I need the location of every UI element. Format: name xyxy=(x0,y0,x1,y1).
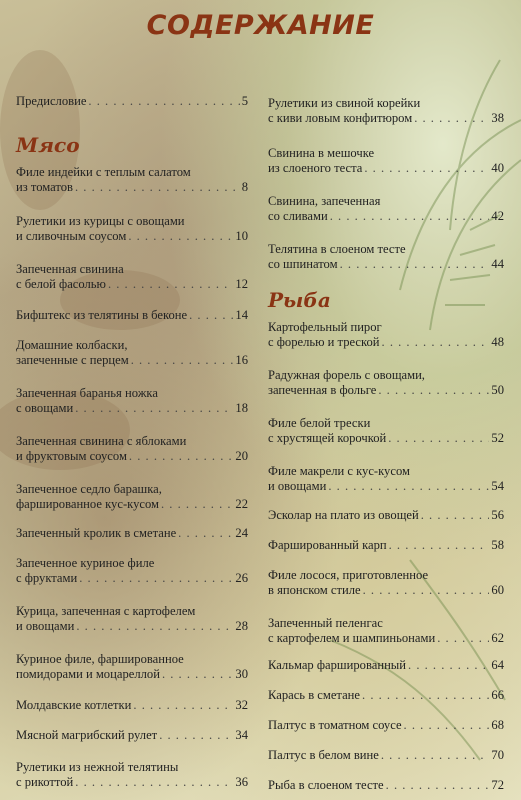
page-number: 48 xyxy=(491,335,504,349)
toc-entry xyxy=(268,568,504,598)
leader-dots xyxy=(75,180,240,195)
toc-entry xyxy=(16,604,248,634)
toc-entry xyxy=(16,652,248,682)
toc-entry xyxy=(268,416,504,446)
entry-title-line: с хрустящей корочкой xyxy=(268,431,387,445)
toc-entry xyxy=(16,262,248,292)
entry-title-line: Бифштекс из телятины в беконе xyxy=(16,308,188,322)
leader-dots xyxy=(386,778,490,793)
toc-entry xyxy=(16,434,248,464)
toc-entry xyxy=(268,616,504,646)
page-number: 64 xyxy=(491,658,504,672)
toc-entry xyxy=(268,368,504,398)
page-number: 24 xyxy=(235,526,248,540)
page-number: 34 xyxy=(235,728,248,742)
entry-title-line: запеченные с перцем xyxy=(16,353,129,367)
entry-title-line: и овощами xyxy=(268,479,327,493)
entry-title-line: Радужная форель с овощами, xyxy=(268,368,425,382)
leader-dots xyxy=(189,308,233,323)
leader-dots xyxy=(389,538,490,553)
page-number: 66 xyxy=(491,688,504,702)
entry-title-line: Филе индейки с теплым салатом xyxy=(16,165,191,179)
leader-dots xyxy=(388,431,489,446)
entry-title-line: Запеченное седло барашка, xyxy=(16,482,162,496)
entry-title-line: Куриное филе, фаршированное xyxy=(16,652,184,666)
entry-title-line: Рулетики из свиной корейки xyxy=(268,96,421,110)
entry-title-line: с овощами xyxy=(16,401,74,415)
leader-dots xyxy=(178,526,233,541)
page-number: 22 xyxy=(235,497,248,511)
toc-entry xyxy=(16,308,248,323)
toc-entry xyxy=(268,96,504,126)
toc-entry xyxy=(16,556,248,586)
leader-dots xyxy=(382,335,490,350)
section-title-fish: Рыба xyxy=(268,288,331,312)
leader-dots xyxy=(75,775,233,790)
entry-title-line: Запеченная баранья ножка xyxy=(16,386,158,400)
page-number: 50 xyxy=(491,383,504,397)
page-number: 56 xyxy=(491,508,504,522)
toc-entry xyxy=(16,526,248,541)
entry-title-line: и сливочным соусом xyxy=(16,229,127,243)
toc-entry xyxy=(16,386,248,416)
entry-title-line: с картофелем и шампиньонами xyxy=(268,631,436,645)
page-number: 30 xyxy=(235,667,248,681)
leader-dots xyxy=(421,508,490,523)
entry-title-line: фаршированное кус-кусом xyxy=(16,497,159,511)
entry-title-line: Свинина, запеченная xyxy=(268,194,381,208)
toc-entry xyxy=(16,165,248,195)
page-number: 20 xyxy=(235,449,248,463)
entry-title-line: из слоеного теста xyxy=(268,161,363,175)
leader-dots xyxy=(330,209,490,224)
page-number: 72 xyxy=(491,778,504,792)
entry-title-line: с киви ловым конфитюром xyxy=(268,111,413,125)
entry-title-line: Рыба в слоеном тесте xyxy=(268,778,384,792)
leader-dots xyxy=(364,161,489,176)
entry-title-line: с рикоттой xyxy=(16,775,74,789)
toc-entry xyxy=(268,748,504,763)
entry-title-line: Палтус в томатном соусе xyxy=(268,718,402,732)
entry-title-line: Рулетики из нежной телятины xyxy=(16,760,179,774)
entry-title-line: Картофельный пирог xyxy=(268,320,382,334)
leader-dots xyxy=(79,571,233,586)
entry-title-line: Филе макрели с кус-кусом xyxy=(268,464,410,478)
page-number: 14 xyxy=(235,308,248,322)
entry-title-line: Запеченный пеленгас xyxy=(268,616,383,630)
entry-title-line: Запеченная свинина xyxy=(16,262,124,276)
entry-title-line: помидорами и моцареллой xyxy=(16,667,160,681)
entry-title-line: Филе белой трески xyxy=(268,416,371,430)
page-number: 68 xyxy=(491,718,504,732)
page-number: 60 xyxy=(491,583,504,597)
entry-title-line: из томатов xyxy=(16,180,73,194)
entry-title-line: Домашние колбаски, xyxy=(16,338,128,352)
entry-title-line: с белой фасолью xyxy=(16,277,106,291)
leader-dots xyxy=(76,619,233,634)
toc-entry xyxy=(268,658,504,673)
page-number: 62 xyxy=(491,631,504,645)
page-number: 18 xyxy=(235,401,248,415)
entry-title-line: Свинина в мешочке xyxy=(268,146,375,160)
page-number: 12 xyxy=(235,277,248,291)
leader-dots xyxy=(88,94,239,109)
leader-dots xyxy=(362,688,489,703)
page-number: 5 xyxy=(241,94,248,108)
leader-dots xyxy=(363,583,490,598)
leader-dots xyxy=(131,353,234,368)
leader-dots xyxy=(328,479,489,494)
entry-title-line: Запеченный кролик в сметане xyxy=(16,526,177,540)
page-number: 36 xyxy=(235,775,248,789)
toc-entry xyxy=(16,338,248,368)
entry-title-line: Карась в сметане xyxy=(268,688,361,702)
page-number: 38 xyxy=(491,111,504,125)
page-number: 8 xyxy=(241,180,248,194)
entry-title-line: Рулетики из курицы с овощами xyxy=(16,214,185,228)
leader-dots xyxy=(133,698,233,713)
entry-title-line: Эсколар на плато из овощей xyxy=(268,508,419,522)
toc-entry xyxy=(268,464,504,494)
page-number: 32 xyxy=(235,698,248,712)
entry-title-line: Запеченное куриное филе xyxy=(16,556,155,570)
page-title: СОДЕРЖАНИЕ xyxy=(146,10,375,41)
toc-entry xyxy=(16,728,248,743)
toc-entry xyxy=(268,508,504,523)
entry-title-line: Телятина в слоеном тесте xyxy=(268,242,406,256)
toc-entry xyxy=(268,242,504,272)
toc-entry xyxy=(16,482,248,512)
toc-entry xyxy=(268,718,504,733)
entry-title-line: со шпинатом xyxy=(268,257,338,271)
toc-entry xyxy=(268,538,504,553)
page-number: 40 xyxy=(491,161,504,175)
page-number: 52 xyxy=(491,431,504,445)
entry-title-line: Запеченная свинина с яблоками xyxy=(16,434,187,448)
toc-entry xyxy=(268,194,504,224)
page-number: 16 xyxy=(235,353,248,367)
section-title-meat: Мясо xyxy=(16,133,80,157)
entry-title-line: запеченная в фольге xyxy=(268,383,377,397)
toc-entry-preface: Предисловие . . . 5 xyxy=(16,94,248,109)
entry-title-line: в японском стиле xyxy=(268,583,361,597)
toc-entry xyxy=(16,698,248,713)
entry-title-line: Молдавские котлетки xyxy=(16,698,132,712)
page-number: 70 xyxy=(491,748,504,762)
entry-title-line: Кальмар фаршированный xyxy=(268,658,407,672)
leader-dots xyxy=(381,748,490,763)
entry-title-line: с форелью и треской xyxy=(268,335,380,349)
page-number: 58 xyxy=(491,538,504,552)
toc-entry xyxy=(268,688,504,703)
leader-dots xyxy=(128,229,233,244)
leader-dots xyxy=(378,383,489,398)
toc-entry xyxy=(268,320,504,350)
leader-dots xyxy=(159,728,233,743)
toc-entry xyxy=(268,146,504,176)
entry-title-line: и фруктовым соусом xyxy=(16,449,127,463)
entry-title-line: Палтус в белом вине xyxy=(268,748,379,762)
leader-dots xyxy=(414,111,489,126)
page-number: 10 xyxy=(235,229,248,243)
entry-title-line: со сливами xyxy=(268,209,328,223)
entry-title-line: Мясной магрибский рулет xyxy=(16,728,158,742)
leader-dots xyxy=(162,667,233,682)
toc-entry xyxy=(268,778,504,793)
entry-title-line: Курица, запеченная с картофелем xyxy=(16,604,196,618)
page-number: 28 xyxy=(235,619,248,633)
entry-title-line: и овощами xyxy=(16,619,75,633)
leader-dots xyxy=(161,497,233,512)
page-number: 26 xyxy=(235,571,248,585)
page-number: 42 xyxy=(491,209,504,223)
toc-entry xyxy=(16,214,248,244)
leader-dots xyxy=(108,277,233,292)
page-number: 44 xyxy=(491,257,504,271)
leader-dots xyxy=(437,631,489,646)
entry-title-line: Фаршированный карп xyxy=(268,538,387,552)
leader-dots xyxy=(340,257,490,272)
toc-entry xyxy=(16,760,248,790)
leader-dots xyxy=(75,401,233,416)
leader-dots xyxy=(129,449,233,464)
entry-title-line: с фруктами xyxy=(16,571,78,585)
leader-dots xyxy=(404,718,490,733)
leader-dots xyxy=(408,658,489,673)
entry-title-line: Филе лосося, приготовленное xyxy=(268,568,429,582)
page-number: 54 xyxy=(491,479,504,493)
